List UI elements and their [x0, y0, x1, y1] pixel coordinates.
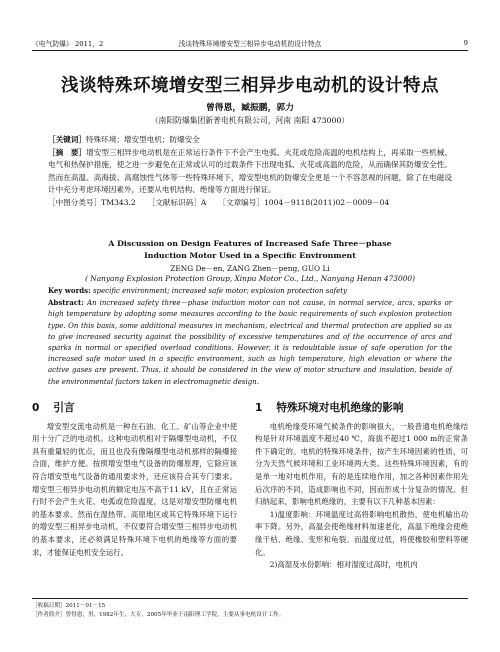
journal-name: 《电气防爆》 2011，2: [32, 40, 104, 48]
section-1-item-1: 1)温度影响：环境温度过高将影响电机散热，使电机输出功率下降。另外，高温会使绝缘材料加速老化，高温下绝缘会使绝缘干枯、绝缘、变形和龟裂。而温度过低，将使橡胶和塑料等硬化。: [255, 509, 468, 557]
keywords-en-text: specific environment; increased safe motor; explosion protection safety: [92, 287, 348, 295]
page-number: 9: [463, 39, 468, 47]
keywords-en: [48, 285, 452, 297]
affiliation: （南阳防爆集团新普电机有限公司，河南 南阳 473000）: [150, 116, 350, 125]
english-affiliation: ( Nanyang Explosion Protection Group, Xinpu Motor Co., Ltd., Nanyang Henan 473000): [85, 274, 415, 283]
abstract-en: [48, 297, 452, 388]
section-1-number: 1: [255, 402, 263, 414]
section-1-heading: [255, 402, 468, 415]
footnote: [32, 598, 468, 620]
document-code: ［文献标识码］A: [147, 197, 207, 207]
received-date: ［收稿日期］2011－01－15: [32, 603, 106, 609]
left-column: [32, 402, 237, 559]
right-column: [255, 402, 468, 572]
keywords-cn-text: 特殊环境；增安型电机；防爆安全: [85, 135, 200, 144]
section-0-number: 0: [32, 402, 40, 414]
keywords-cn-label: ［关键词］: [48, 135, 86, 144]
section-1-item-2: 2)高湿及水份影响：相对湿度过高时，电机内: [269, 560, 418, 570]
classification-meta: [48, 197, 452, 210]
section-1-body: 电机绝缘受环境气候条件的影响很大，一般普通电机绝缘结构是针对环境温度不超过40 ℃，海拔不超过1 000 m的正常条件下确定的。电机的特殊环境条件，按产生环境因素的性质，可分为天然气候环境和工业环境两大类。这些特殊环境因素，有的是单一地对电机作用，有的是连续地作用，加之各种因素作用先后次序的不同，造成影响也不同，因而形成十分复杂的情况。但归纳起来，影响电机绝缘的，主要有以下几种基本因素：: [255, 421, 468, 507]
section-0-body: 增安型交流电动机是一种在石油、化工、矿山等企业中使用十分广泛的电动机。这种电动机相对于隔爆型电动机，不仅具有重量轻的优点，而且也没有像隔爆型电动机那样的隔爆接合面，维护方便。按照增安型电气设备的防爆原理，它除应该符合增安型电气设备的通用要求外，还应该符合其专门要求。增安型三相异步电动机的额定电压不高于11 kV，且在正常运行时不会产生火花、电弧或危险温度，这是对增安型防爆电机的基本要求。然而在湿热带、高原地区或其它特殊环境下运行的增安型三相异步电动机，不仅要符合增安型三相异步电动机的基本要求，还必须满足特殊环境下电机的绝缘等方面的要求，才能保证电机安全运行。: [32, 421, 237, 557]
abstract-cn: [48, 147, 452, 197]
english-title: A Discussion on Design Features of Increased Safe Three－phase Induction Motor Used in a Specific Environment: [108, 239, 392, 260]
english-authors: ZENG De－en, ZANG Zhen－peng, GUO Li: [170, 264, 330, 273]
abstract-cn-label: ［摘 要］: [48, 147, 87, 157]
abstract-cn-text: 增安型三相异步电动机是在正常运行条件下不会产生电弧、火花或危险高温的电机结构上，再采取一些机械、电气和热保护措施，使之进一步避免在正常或认可的过载条件下出现电弧、火花或高温的危险，从而确保其防爆安全性。然而在高温、高海拔、高腐蚀性气体等一些特殊环境下，增安型电机的防爆安全更是一个不容忽视的问题，除了在电磁设计中充分考虑环境因素外，还要从电机结构、绝缘等方面进行保证。: [48, 147, 453, 195]
section-0-heading: [32, 402, 237, 415]
running-title: 浅谈特殊环境增安型三相异步电动机的设计特点: [178, 40, 322, 48]
article-number: ［文章编号］1004－9118(2011)02－0009－04: [218, 197, 390, 207]
english-abstract-block: [48, 285, 452, 388]
keywords-en-label: Key words:: [48, 286, 91, 295]
author-bio: ［作者简介］曾得恩，男，1982年生，大专，2005年毕业于南阳理工学院，主要从事电机设计工作。: [32, 612, 285, 618]
section-0-title: 引言: [53, 402, 75, 414]
chinese-abstract-block: [48, 134, 452, 210]
paper-title: 浅谈特殊环境增安型三相异步电动机的设计特点: [61, 76, 439, 96]
header-rule: [32, 50, 468, 51]
running-header: [32, 38, 468, 48]
keywords-cn: [48, 134, 452, 147]
section-1-title: 特殊环境对电机绝缘的影响: [276, 402, 404, 414]
abstract-en-text: An increased safety three－phase induction motor can not cause, in normal service, arcs, sparks or high temperature by adopting some measures according to the basic requirements of such explosion protection type. On this basis, some additional measures in mechanism, electrical and thermal protection are applied so as to give increased security against the possibility of excessive temperatures and of the occurrence of arcs and sparks in normal or specified overload conditions. However, it is redoubtable issue of safe operation for the increased safe motor used in a specific environment, such as high temperature, high elevation or where the active gases are present. Thus, it should be considered in the view of motor structure and insulation, beside of the environmental factors taken in electromagnetic design.: [48, 299, 453, 386]
clc-number: ［中图分类号］TM343.2: [48, 197, 136, 207]
abstract-en-label: Abstract:: [48, 298, 84, 308]
author-list: 曾得恩，臧振鹏，郭力: [206, 103, 294, 113]
